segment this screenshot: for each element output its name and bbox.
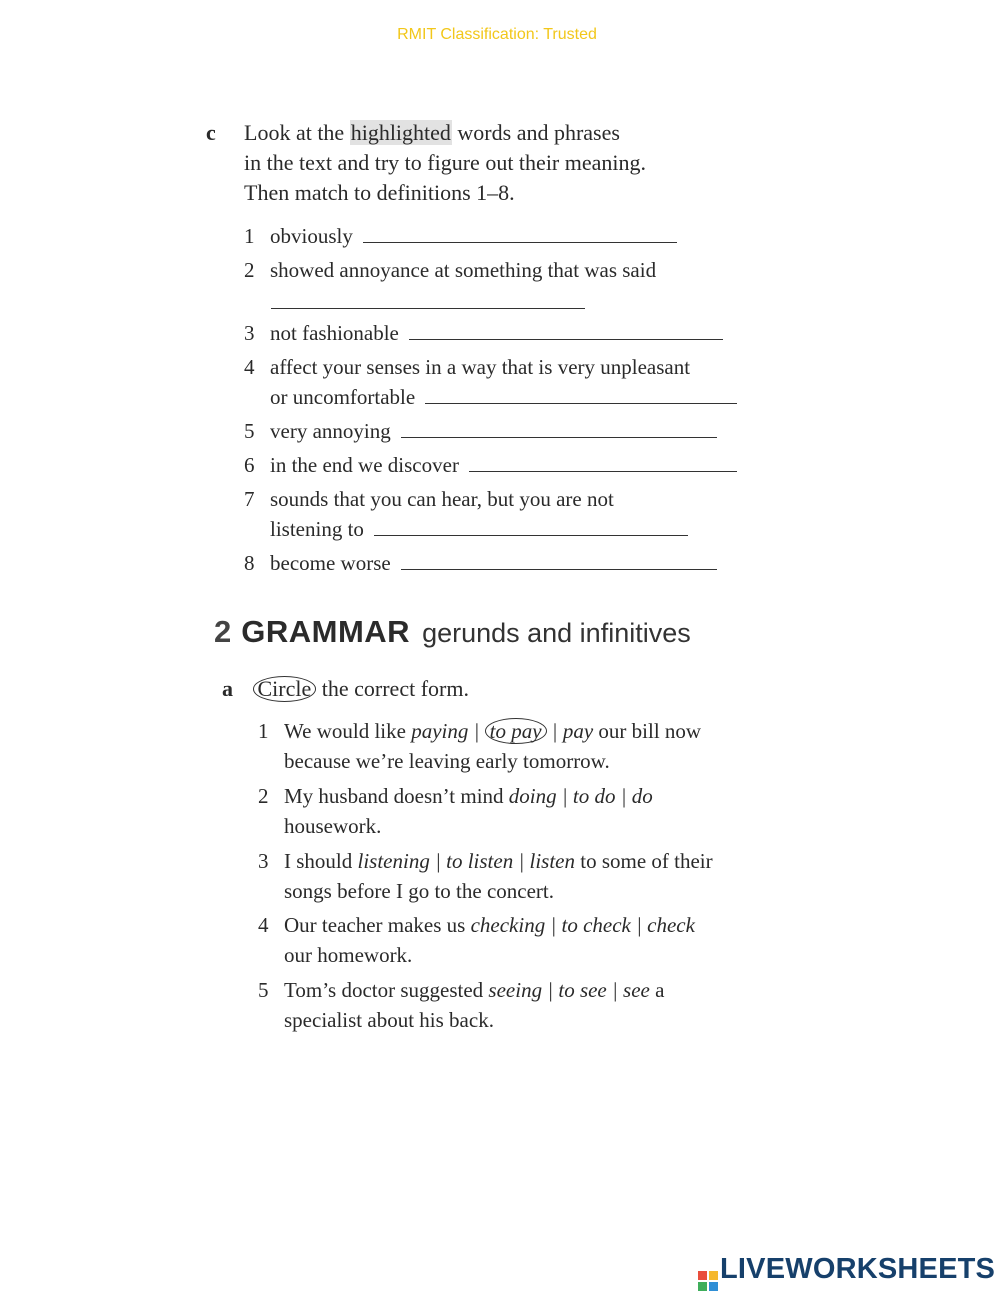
item-number: 1	[258, 719, 269, 743]
sentence-text: our homework.	[284, 943, 413, 967]
option[interactable]: to check	[561, 913, 631, 937]
answer-blank[interactable]	[401, 417, 717, 438]
item-number: 5	[244, 419, 255, 443]
logo-square	[709, 1282, 718, 1291]
option-separator: |	[556, 784, 573, 808]
sentence-text: because we’re leaving early tomorrow.	[284, 749, 610, 773]
answer-blank[interactable]	[409, 319, 723, 340]
definition-text: listening to	[270, 517, 364, 541]
option[interactable]: to see	[558, 978, 607, 1002]
section-title: GRAMMAR	[241, 614, 411, 649]
option[interactable]: paying	[411, 719, 469, 743]
definition-text: sounds that you can hear, but you are not	[270, 487, 614, 511]
highlighted-word: highlighted	[350, 120, 451, 145]
option-separator: |	[606, 978, 624, 1002]
answer-blank[interactable]	[425, 383, 737, 404]
instruction-text: Look at the	[244, 120, 350, 145]
liveworksheets-logo[interactable]	[698, 1253, 995, 1291]
item-number: 3	[244, 321, 255, 345]
sentence-text: to some of their	[575, 849, 713, 873]
logo-square	[698, 1271, 707, 1280]
definition-text: in the end we discover	[270, 453, 459, 477]
sentence-text: Tom’s doctor suggested	[284, 978, 489, 1002]
option[interactable]: listen	[529, 849, 575, 873]
item-number: 7	[244, 487, 255, 511]
option-separator: |	[468, 719, 485, 743]
option-separator: |	[630, 913, 648, 937]
item-number: 3	[258, 849, 269, 873]
sentence-text: I should	[284, 849, 358, 873]
option[interactable]: seeing	[488, 978, 543, 1002]
item-number: 5	[258, 978, 269, 1002]
instruction-text: words and phrases	[451, 120, 620, 145]
item-number: 2	[258, 784, 269, 808]
logo-square	[709, 1271, 718, 1280]
sentence-text: specialist about his back.	[284, 1008, 494, 1032]
option[interactable]: check	[647, 913, 695, 937]
item-number: 6	[244, 453, 255, 477]
logo-square	[698, 1282, 707, 1291]
sentence-text: songs before I go to the concert.	[284, 879, 554, 903]
item-number: 2	[244, 258, 255, 282]
exercise-letter: c	[206, 120, 216, 145]
grammar-instruction	[222, 674, 469, 704]
answer-blank[interactable]	[271, 288, 585, 309]
item-number: 1	[244, 224, 255, 248]
logo-grid-icon	[698, 1271, 718, 1291]
section-number: 2	[214, 614, 232, 649]
option[interactable]: to listen	[446, 849, 514, 873]
answer-blank[interactable]	[363, 222, 677, 243]
definition-text: affect your senses in a way that is very unpleasant	[270, 355, 691, 379]
option[interactable]: see	[623, 978, 650, 1002]
option-separator: |	[429, 849, 447, 873]
option[interactable]: checking	[470, 913, 546, 937]
item-number: 4	[244, 355, 255, 379]
definition-text: obviously	[270, 224, 353, 248]
instruction-text: the correct form.	[316, 676, 469, 701]
item-number: 8	[244, 551, 255, 575]
sentence-text: We would like	[284, 719, 412, 743]
instruction-text: in the text and try to figure out their meaning.	[244, 150, 647, 175]
item-number: 4	[258, 913, 269, 937]
grammar-heading	[214, 614, 691, 650]
option-circled[interactable]: to pay	[485, 718, 547, 744]
circled-word: Circle	[253, 676, 317, 702]
option[interactable]: pay	[562, 719, 594, 743]
option[interactable]: doing	[508, 784, 557, 808]
option[interactable]: do	[631, 784, 653, 808]
exercise-letter: a	[222, 676, 233, 701]
logo-text: LIVEWORKSHEETS	[720, 1253, 996, 1285]
answer-blank[interactable]	[469, 451, 737, 472]
sentence-text: our bill now	[593, 719, 702, 743]
definition-text: showed annoyance at something that was said	[270, 258, 657, 282]
option-separator: |	[542, 978, 559, 1002]
sentence-text: My husband doesn’t mind	[284, 784, 509, 808]
sentence-text: Our teacher makes us	[284, 913, 471, 937]
classification-label: RMIT Classification: Trusted	[397, 26, 597, 43]
option[interactable]: to do	[572, 784, 616, 808]
answer-blank[interactable]	[374, 515, 688, 536]
instruction-text: Then match to definitions 1–8.	[244, 180, 515, 205]
sentence-text: housework.	[284, 814, 382, 838]
answer-blank[interactable]	[401, 549, 717, 570]
option-separator: |	[615, 784, 632, 808]
option-separator: |	[546, 719, 563, 743]
definition-text: not fashionable	[270, 321, 399, 345]
exercise-instruction	[244, 118, 784, 208]
section-subtitle: gerunds and infinitives	[422, 618, 691, 648]
definition-text: very annoying	[270, 419, 391, 443]
definition-text: or uncomfortable	[270, 385, 416, 409]
option[interactable]: listening	[357, 849, 430, 873]
definition-text: become worse	[270, 551, 391, 575]
option-separator: |	[513, 849, 530, 873]
sentence-text: a	[649, 978, 665, 1002]
option-separator: |	[545, 913, 562, 937]
